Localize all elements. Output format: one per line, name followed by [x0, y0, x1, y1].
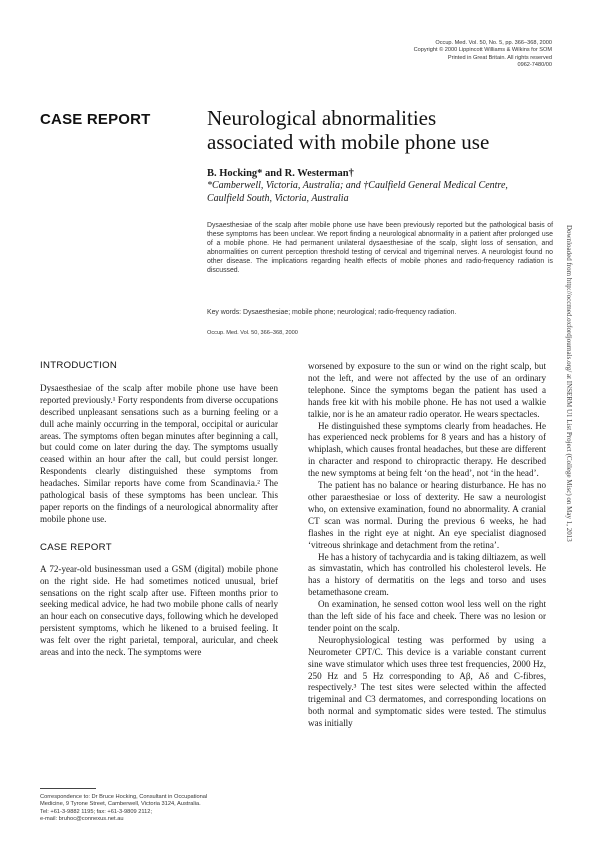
- left-column: [40, 360, 278, 659]
- download-notice: Downloaded from http://occmed.oxfordjournals.org/ at INSERM U1 List Project (College Misc) on May 1, 2013: [565, 225, 573, 542]
- journal-meta: [322, 40, 552, 69]
- correspondence-line: Tel: +61-3-9882 1195; fax: +61-3-9809 2112;: [40, 808, 153, 815]
- right-column: [308, 361, 546, 730]
- journal-meta-line: Occup. Med. Vol. 50, No. 5, pp. 366–368, 2000: [435, 40, 552, 46]
- correspondence-line: e-mail: bruhoc@connexus.net.au: [40, 815, 124, 822]
- affiliation-line-1: *Camberwell, Victoria, Australia; and †Caulfield General Medical Centre,: [207, 180, 508, 191]
- title-line-1: Neurological abnormalities: [207, 106, 437, 130]
- title-line-2: associated with mobile phone use: [207, 130, 490, 154]
- journal-meta-line: Printed in Great Britain. All rights reserved: [447, 54, 552, 61]
- article-title: [207, 106, 547, 154]
- body-paragraph: He has a history of tachycardia and is taking diltiazem, as well as simvastatin, which has controlled his cholesterol levels. He has a history of dermatitis on the legs and torso and uses betamethasone cream.: [308, 551, 546, 598]
- body-paragraph: worsened by exposure to the sun or wind on the right scalp, but not the left, and were not affected by the use of an ordinary telephone. Since the symptoms began the patient has used a hands free kit with his mobile phone. He has not used a walkie talkie, nor is he an amateur radio operator. He wears spectacles.: [308, 361, 546, 419]
- affiliation: [207, 180, 547, 205]
- body-paragraph: The patient has no balance or hearing disturbance. He has no other paraesthesiae or loss of dexterity. He saw a neurologist who, on extensive examination, found no abnormality. A cranial CT scan was normal. During the previous 6 weeks, he had flashes in the right eye at night. An eye specialist diagnosed ‘vitreous shrinkage and detachment from the retina’.: [308, 480, 546, 550]
- journal-meta-line: Copyright © 2000 Lippincott Williams & Wilkins for SOM: [413, 47, 552, 54]
- journal-meta-line: 0962-7480/00: [517, 61, 552, 68]
- correspondence-line: Correspondence to: Dr Bruce Hocking, Consultant in Occupational: [40, 794, 208, 800]
- section-label: CASE REPORT: [40, 111, 151, 128]
- case-report-heading: CASE REPORT: [40, 541, 112, 553]
- case-report-paragraph: A 72-year-old businessman used a GSM (digital) mobile phone on the right side. He had sometimes noticed unusual, brief sensations on the right scalp after use. Fifteen months prior to seeking medical advice, he had two mobile phone calls of nearly an hour each on consecutive days, following which he developed persistent symptoms, which he likened to a bruised feeling. It was felt over the right parietal, temporal, auricular, and cheek areas and into the neck. The symptoms were: [40, 563, 278, 658]
- keywords: Key words: Dysaesthesiae; mobile phone; neurological; radio-frequency radiation.: [207, 309, 457, 316]
- body-paragraph: On examination, he sensed cotton wool less well on the right than the left side of his face and cheek. There was no lesion or tender point on the scalp.: [308, 599, 546, 633]
- body-paragraph: Neurophysiological testing was performed by using a Neurometer CPT/C. This device is a variable constant current sine wave stimulator which uses three test frequencies, 2000 Hz, 250 Hz and 5 Hz corresponding to Aβ, Aδ and C-fibres, respectively.³ The test sites were selected within the affected trigeminal and C3 dermatomes, and corresponding locations on both normal and symptomatic sides were tested. The stimulus was initially: [308, 634, 546, 729]
- correspondence-footnote: [40, 794, 280, 823]
- abstract-text: Dysaesthesiae of the scalp after mobile phone use have been previously reported but the pathological basis of these symptoms has been unclear. We report finding a neurological abnormality in a patient after prolonged use of a mobile phone. He had permanent unilateral dysaesthesiae of the scalp, slight loss of sensation, and abnormalities on current perception threshold testing of cervical and trigeminal nerves. A neurologist found no other disease. The implications regarding health effects of mobile phones and radio-frequency radiation is discussed.: [207, 222, 553, 275]
- body-paragraph: He distinguished these symptoms clearly from headaches. He has experienced neck problems for 8 years and has a history of whiplash, which causes frontal headaches, but these are different in character and respond to chiropractic therapy. He described the new symptoms at being felt ‘on the head’, not ‘in the head’.: [308, 420, 546, 479]
- abstract: [207, 221, 553, 276]
- authors: B. Hocking* and R. Westerman†: [207, 168, 354, 179]
- footnote-divider: [40, 788, 96, 789]
- citation-line: Occup. Med. Vol. 50, 366–368, 2000: [207, 330, 298, 336]
- introduction-paragraph: Dysaesthesiae of the scalp after mobile phone use have been reported previously.¹ Forty respondents from diverse occupations described unpleasant sensations such as a burning feeling or a dull ache mainly occurring in the temporal, occipital or auricular areas. The symptoms often began minutes after beginning a call, but could come on later during the day. The symptoms usually ceased within an hour after the call, but could persist longer. Respondents clearly distinguished these symptoms from headaches. Similar reports have come from Scandinavia.² The pathological basis of these symptoms has been unclear. This paper reports on the findings of a neurological abnormality after mobile phone use.: [40, 382, 278, 524]
- correspondence-line: Medicine, 9 Tyrone Street, Camberwell, Victoria 3124, Australia.: [40, 801, 201, 808]
- affiliation-line-2: Caulfield South, Victoria, Australia: [207, 192, 349, 204]
- introduction-heading: INTRODUCTION: [40, 360, 118, 371]
